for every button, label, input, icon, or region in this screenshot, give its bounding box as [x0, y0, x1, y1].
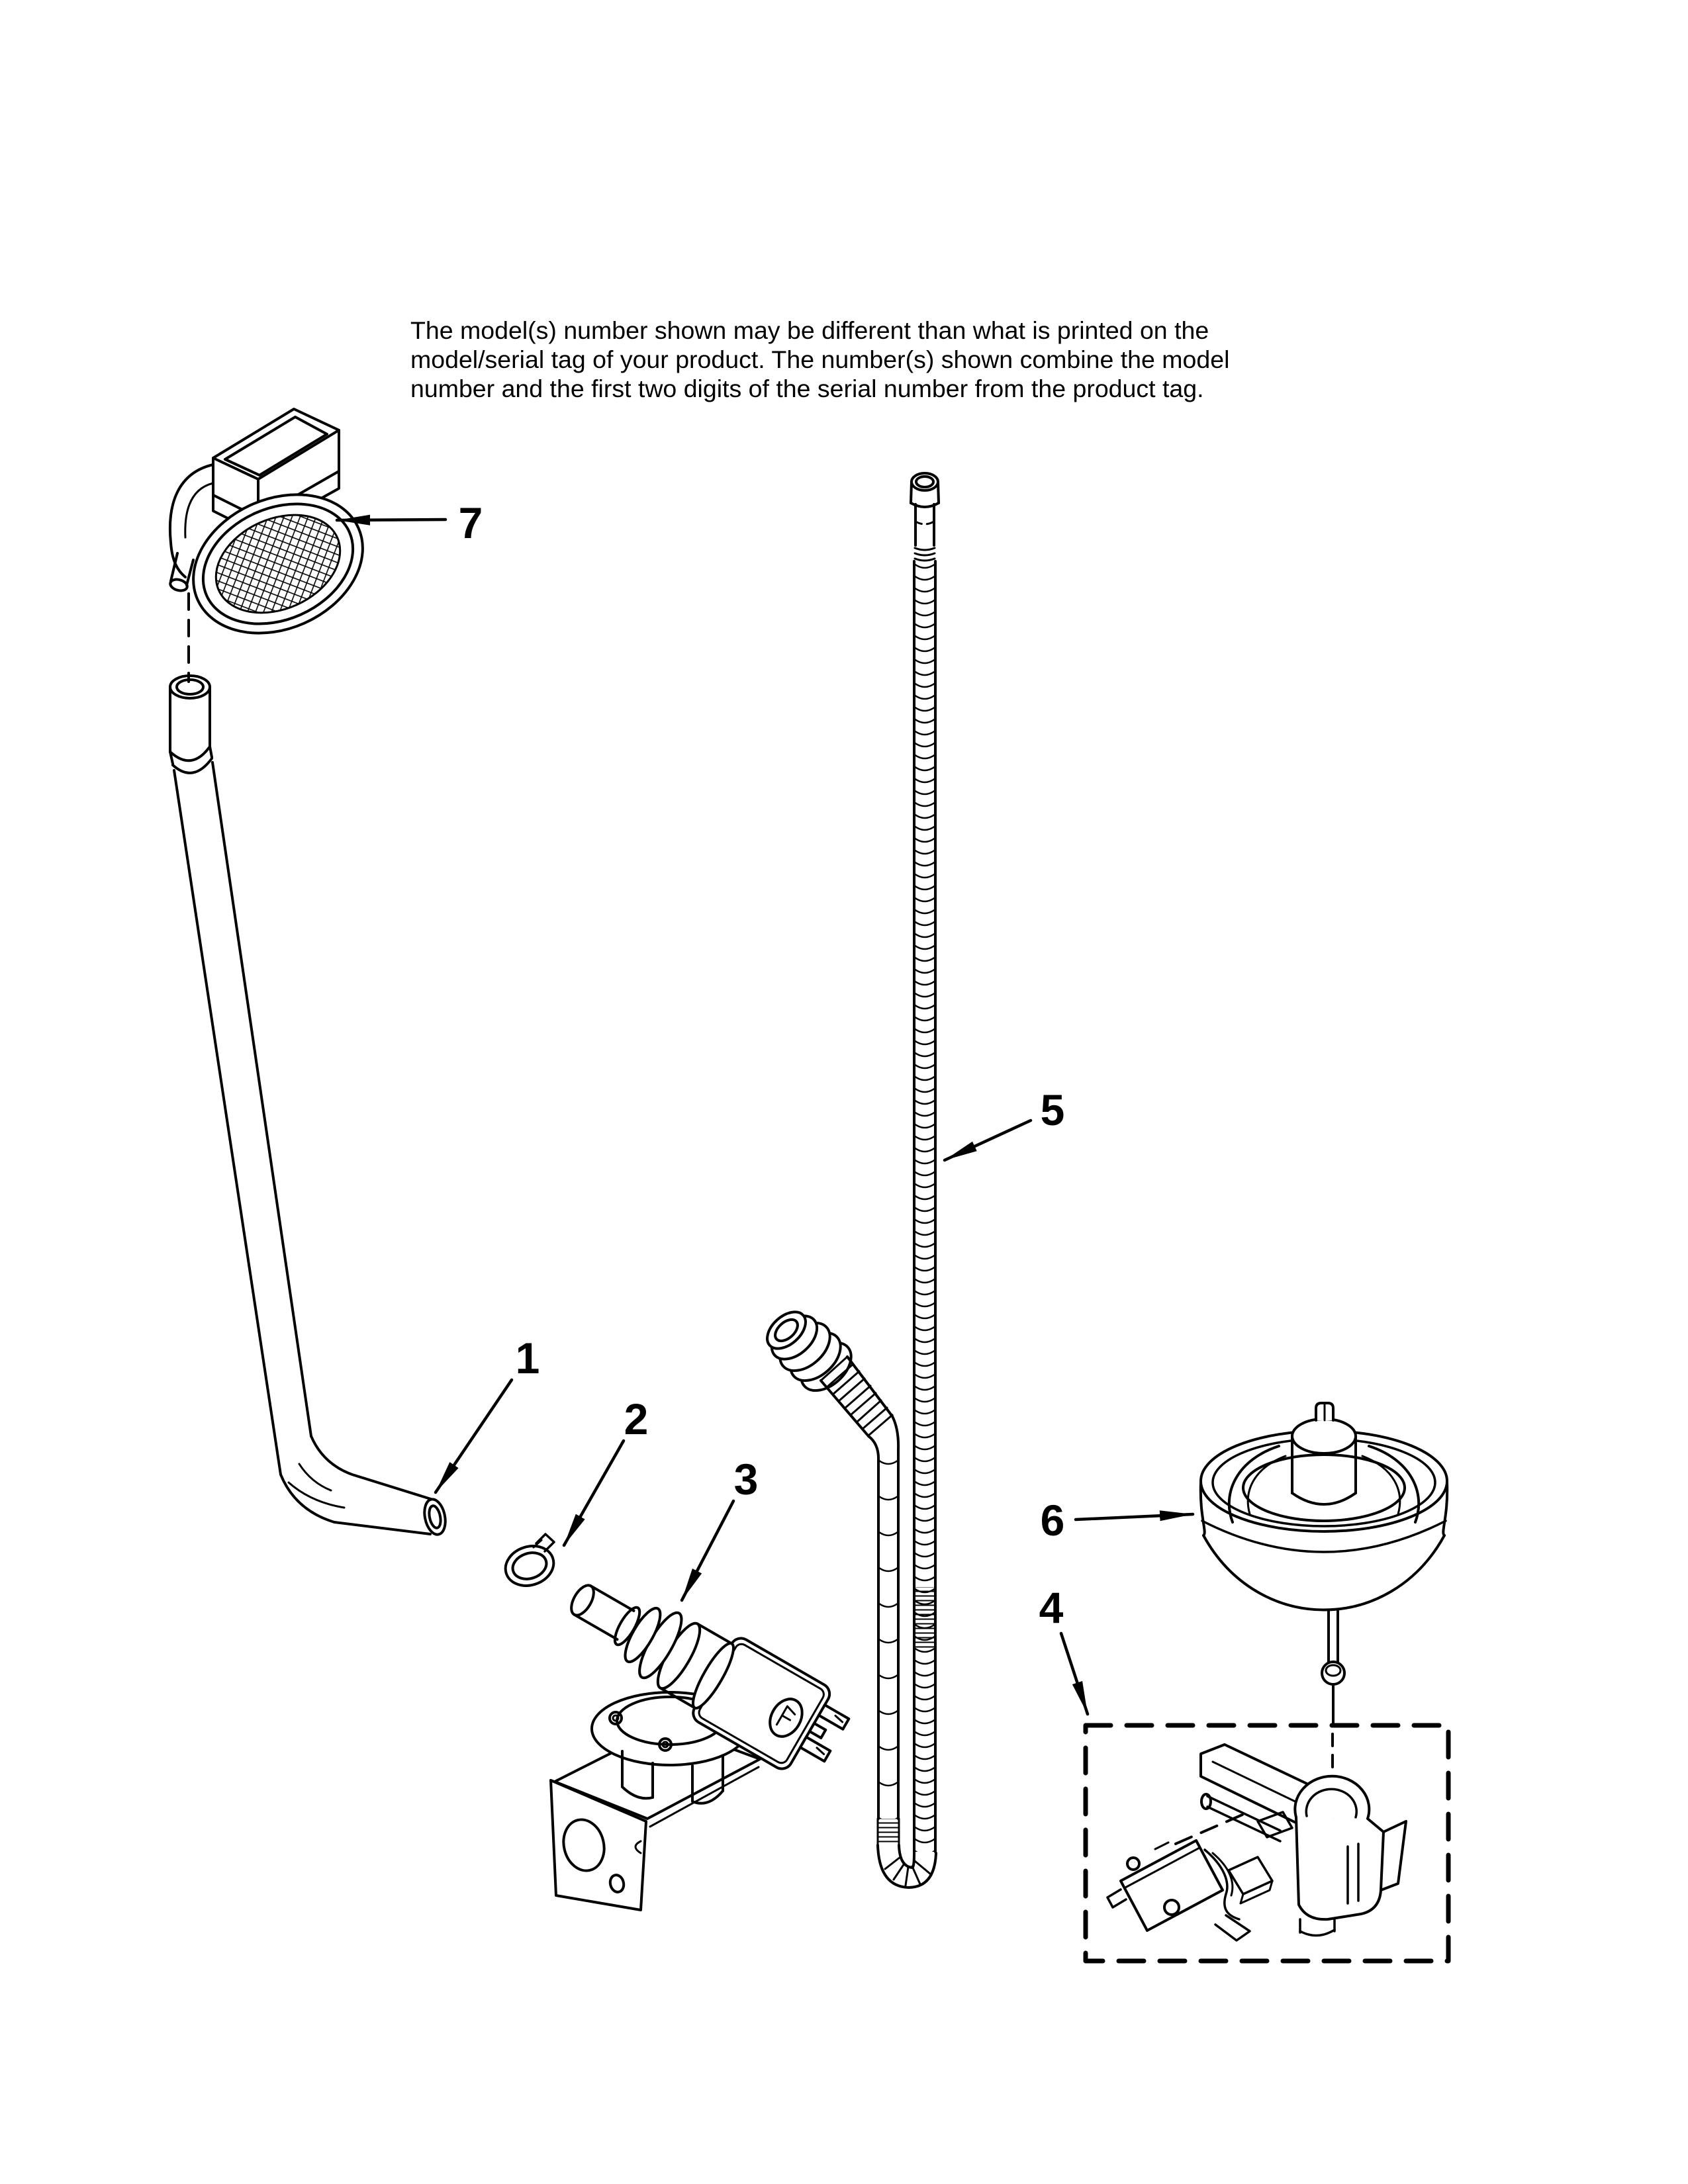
part2-hose-clamp-drawing: [500, 1534, 559, 1592]
part-label-1: 1: [515, 1334, 540, 1383]
part-label-3: 3: [733, 1455, 759, 1504]
part3-water-inlet-valve-drawing: [551, 1555, 857, 1910]
return-hose-connector: [761, 1305, 861, 1400]
part4-dashed-box: [1086, 1725, 1448, 1961]
note-line-3: number and the first two digits of the serial number from the product tag.: [410, 375, 1204, 402]
part7-vent-funnel-drawing: [169, 409, 385, 682]
model-number-note: [410, 316, 1229, 402]
leader-arrow-part6: [1076, 1514, 1193, 1520]
part-label-7: 7: [458, 498, 483, 547]
part-label-6: 6: [1040, 1496, 1065, 1545]
part-label-2: 2: [624, 1394, 649, 1443]
part1-fill-tube-drawing: [170, 676, 448, 1537]
part-label-4: 4: [1039, 1583, 1064, 1632]
part-label-5: 5: [1040, 1085, 1065, 1134]
note-line-2: model/serial tag of your product. The number(s) shown combine the model: [410, 345, 1230, 373]
leader-arrow-part4: [1061, 1633, 1088, 1714]
part4-float-switch-assembly: [1086, 1725, 1448, 1961]
note-line-1: The model(s) number shown may be different than what is printed on the: [410, 316, 1209, 344]
leader-arrow-part5: [945, 1120, 1031, 1160]
leader-arrow-part3: [682, 1501, 733, 1600]
leader-arrow-part2: [564, 1441, 624, 1545]
leader-arrow-part1: [436, 1380, 512, 1492]
microswitch-drawing: [1107, 1841, 1250, 1940]
